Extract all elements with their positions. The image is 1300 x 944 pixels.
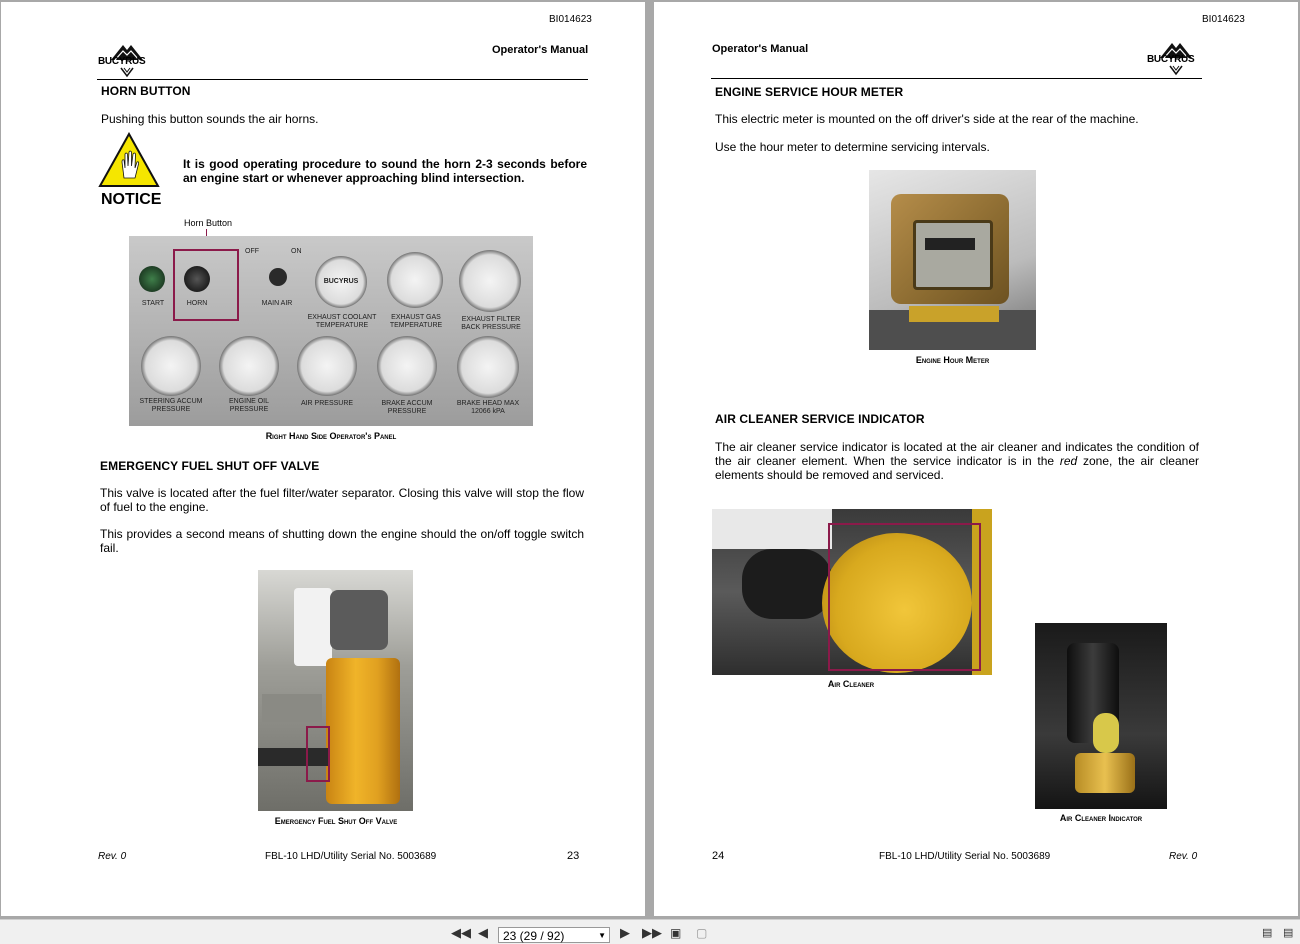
next-page-icon[interactable]: ▶ [620,925,630,940]
air-gauge [297,336,357,396]
page-number-value: 23 (29 / 92) [503,929,565,943]
air-cleaner-highlight [828,523,981,671]
two-page-icon[interactable]: ▢ [696,926,708,940]
air-cleaner-indicator-photo [1035,623,1167,809]
brake-accum-gauge [377,336,437,396]
footer-model: FBL-10 LHD/Utility Serial No. 5003689 [265,851,437,862]
single-view-icon[interactable]: ▤ [1262,927,1273,939]
horn-heading: HORN BUTTON [101,84,191,98]
horn-callout-label: Horn Button [184,218,233,228]
right-page [654,2,1298,916]
panel-caption: Right Hand Side Operator's Panel [265,431,397,441]
continuous-view-icon[interactable]: ▤ [1283,927,1294,939]
horn-text: Pushing this button sounds the air horns. [101,112,319,126]
footer-rev: Rev. 0 [1169,851,1198,862]
previous-page-icon[interactable]: ◀ [478,925,488,940]
air-cleaner-heading: AIR CLEANER SERVICE INDICATOR [715,412,925,426]
chevron-down-icon[interactable]: ▼ [598,931,606,940]
air-cleaner-para: The air cleaner service indicator is located at the air cleaner and indicates the condition of the air cleaner element. When the service indicator is in the red zone, the air cleaner elements should be removed and serviced. [715,440,1199,482]
fit-page-icon[interactable]: ▣ [670,926,682,940]
last-page-icon[interactable]: ▶▶ [642,925,662,940]
hour-meter-para-1: This electric meter is mounted on the off driver's side at the rear of the machine. [715,112,1139,126]
fuel-valve-caption: Emergency Fuel Shut Off Valve [274,816,398,826]
notice-block [98,132,160,212]
doc-id: BI014623 [1202,14,1245,25]
exhaust-filter-gauge [459,250,521,312]
fuel-valve-photo [258,570,413,811]
operator-panel-photo: START HORN OFF ON MAIN AIR BUCYRUS EXHAUST COOLANT TEMPERATURE EXHAUST GAS TEMPERATURE EXHAUST FILTER BACK PRESSURE STEERING ACCUM PRESSURE ENGINE OIL PRESSURE AIR PRESSURE BRAKE ACCUM PRESSURE BRAKE HEAD MAX 12066 kPA [129,236,533,426]
header-rule [711,78,1202,79]
notice-text: It is good operating procedure to sound the horn 2-3 seconds before an engine start or whenever approaching blind intersection. [183,157,587,185]
notice-label: NOTICE [101,191,162,208]
brake-head-gauge [457,336,519,398]
exhaust-gas-gauge [387,252,443,308]
page-number: 24 [712,850,725,862]
doc-id: BI014623 [549,14,592,25]
page-number-input[interactable] [498,927,610,943]
steering-gauge [141,336,201,396]
horn-button-highlight [173,249,239,321]
first-page-icon[interactable]: ◀◀ [451,925,471,940]
valve-highlight [306,726,330,782]
page-header: Operator's Manual [492,44,589,56]
footer-rev: Rev. 0 [98,851,127,862]
footer-model: FBL-10 LHD/Utility Serial No. 5003689 [879,851,1051,862]
hour-meter-caption: Engine Hour Meter [915,355,990,365]
air-cleaner-caption: Air Cleaner [827,679,875,689]
fuel-para-2: This provides a second means of shutting down the engine should the on/off toggle switch fail. [100,527,584,555]
air-cleaner-indicator-caption: Air Cleaner Indicator [1059,813,1143,823]
hour-meter-para-2: Use the hour meter to determine servicing intervals. [715,140,990,154]
main-air-toggle [269,268,287,286]
start-button [139,266,165,292]
air-cleaner-photo [712,509,992,675]
oil-gauge [219,336,279,396]
left-page [1,2,645,916]
header-rule [97,79,588,80]
page-header: Operator's Manual [712,43,809,55]
fuel-para-1: This valve is located after the fuel filter/water separator. Closing this valve will stop the flow of fuel to the engine. [100,486,584,514]
navigation-toolbar [0,919,1300,944]
bucyrus-logo: BUCYRUS [1146,40,1204,76]
fuel-heading: EMERGENCY FUEL SHUT OFF VALVE [100,459,320,473]
warning-hand-icon [98,132,160,188]
hour-meter-photo [869,170,1036,350]
hour-meter-heading: ENGINE SERVICE HOUR METER [715,85,904,99]
bucyrus-logo: BUCYRUS [97,42,155,78]
page-number: 23 [567,850,580,862]
